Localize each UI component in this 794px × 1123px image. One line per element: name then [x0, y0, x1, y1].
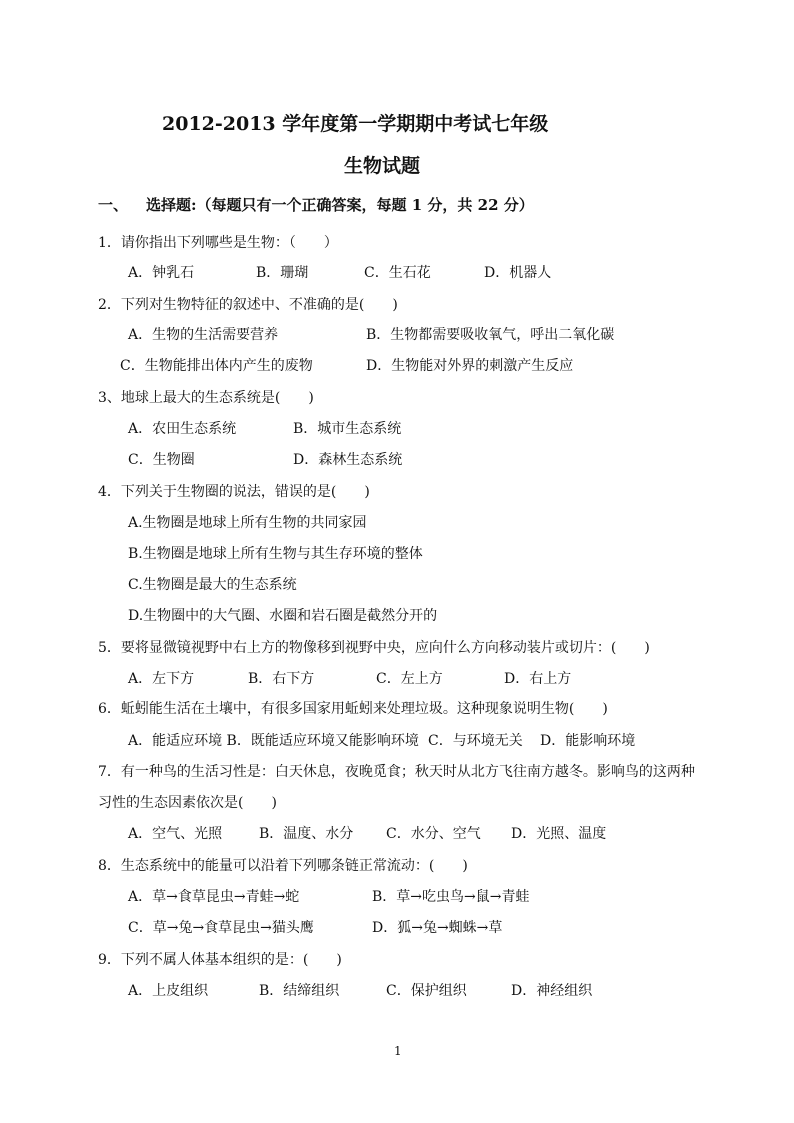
question-1-option-d: D．机器人: [484, 265, 552, 281]
question-7-option-c: C．水分、空气: [386, 826, 481, 842]
question-9-option-b: B．结缔组织: [259, 983, 340, 999]
question-4-option-d: D.生物圈中的大气圈、水圈和岩石圈是截然分开的: [128, 608, 438, 624]
question-5-option-d: D．右上方: [504, 671, 572, 687]
question-5-option-b: B．右下方: [248, 671, 315, 687]
question-1-option-a: A．钟乳石: [128, 265, 195, 281]
question-6-option-c: C．与环境无关: [428, 733, 523, 749]
question-3-option-d: D．森林生态系统: [293, 452, 403, 468]
exam-subtitle: 生物试题: [344, 155, 421, 177]
question-6-option-ab: A．能适应环境 B．既能适应环境又能影响环境: [128, 733, 419, 749]
question-4-stem: 4．下列关于生物圈的说法，错误的是( ): [98, 484, 370, 500]
section-number: 一、: [98, 196, 129, 214]
question-3-stem: 3、地球上最大的生态系统是( ): [98, 390, 314, 406]
question-8-option-b: B．草→吃虫鸟→鼠→青蛙: [372, 889, 530, 905]
question-9-option-a: A．上皮组织: [128, 983, 209, 999]
question-6-stem: 6．蚯蚓能生活在土壤中，有很多国家用蚯蚓来处理垃圾。这种现象说明生物( ): [98, 701, 608, 717]
question-4-option-b: B.生物圈是地球上所有生物与其生存环境的整体: [128, 546, 423, 562]
question-8-stem: 8．生态系统中的能量可以沿着下列哪条链正常流动：( ): [98, 858, 468, 874]
question-7-option-a: A．空气、光照: [128, 826, 223, 842]
question-8-option-d: D．狐→兔→蜘蛛→草: [372, 920, 503, 936]
question-5-option-a: A．左下方: [128, 671, 195, 687]
question-7-option-d: D．光照、温度: [511, 826, 607, 842]
question-2-stem: 2．下列对生物特征的叙述中、不准确的是( ): [98, 297, 398, 313]
question-7-option-b: B．温度、水分: [259, 826, 354, 842]
question-1-option-c: C．生石花: [364, 265, 431, 281]
question-5-option-c: C．左上方: [376, 671, 443, 687]
question-6-option-d: D．能影响环境: [540, 733, 636, 749]
question-8-option-c: C．草→兔→食草昆虫→猫头鹰: [128, 920, 314, 936]
question-9-option-c: C．保护组织: [386, 983, 467, 999]
question-9-option-d: D．神经组织: [511, 983, 593, 999]
question-3-option-c: C．生物圈: [128, 452, 195, 468]
question-1-stem: 1．请你指出下列哪些是生物：（ ）: [98, 235, 338, 251]
exam-title: 2012-2013 学年度第一学期期中考试七年级: [162, 113, 549, 135]
section-heading: 选择题:（每题只有一个正确答案，每题 1 分，共 22 分）: [146, 196, 534, 214]
question-5-stem: 5．要将显微镜视野中右上方的物像移到视野中央，应向什么方向移动装片或切片：( ): [98, 640, 650, 656]
question-8-option-a: A．草→食草昆虫→青蛙→蛇: [128, 889, 300, 905]
question-1-option-b: B．珊瑚: [256, 265, 309, 281]
page-number: 1: [394, 1044, 402, 1058]
question-2-option-d: D．生物能对外界的刺激产生反应: [366, 358, 574, 374]
question-4-option-c: C.生物圈是最大的生态系统: [128, 577, 297, 593]
question-2-option-c: C．生物能排出体内产生的废物: [120, 358, 313, 374]
question-3-option-b: B．城市生态系统: [293, 421, 402, 437]
question-3-option-a: A．农田生态系统: [128, 421, 237, 437]
question-2-option-b: B．生物都需要吸收氧气，呼出二氧化碳: [366, 327, 615, 343]
question-7-stem-line-2: 习性的生态因素依次是( ): [98, 795, 277, 811]
question-9-stem: 9．下列不属人体基本组织的是：( ): [98, 952, 342, 968]
question-2-option-a: A．生物的生活需要营养: [128, 327, 279, 343]
question-7-stem-line-1: 7．有一种鸟的生活习性是：白天休息，夜晚觅食；秋天时从北方飞往南方越冬。影响鸟的这两种: [98, 764, 695, 780]
question-4-option-a: A.生物圈是地球上所有生物的共同家园: [128, 515, 367, 531]
